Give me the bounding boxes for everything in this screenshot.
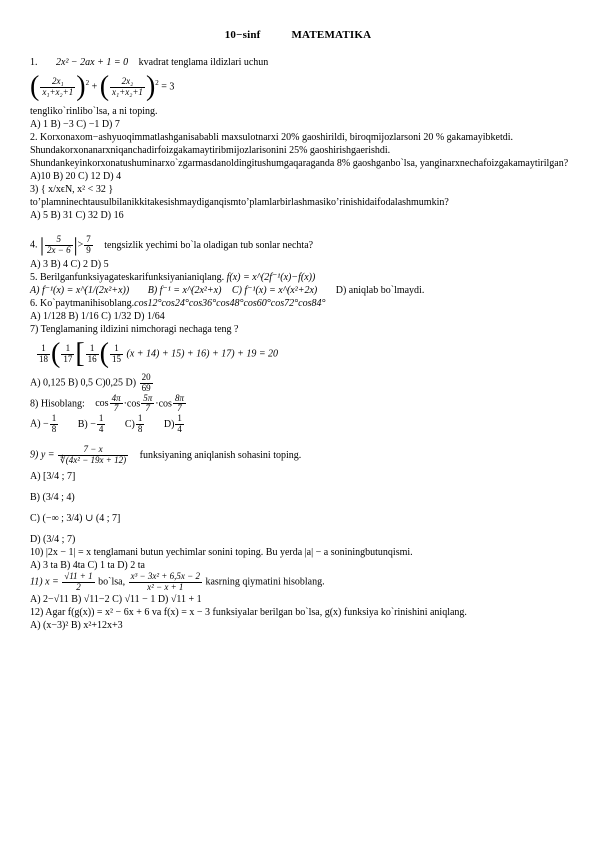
questions-content <box>30 56 570 632</box>
question-1-prompt: 1. 2x² − 2ax + 1 = 0 kvadrat tenglama ildizlari uchun <box>30 57 269 68</box>
question-7-options: A) 0,125 B) 0,5 C)0,25 D) $\frac{20}{69}$ <box>30 371 151 393</box>
question-2-text: 2. Korxonaxom−ashyuoqimmatlashganisababli maxsulotnarxi 20% gaoshirildi, biroqmijozlarsoni 20 % gakamayibketdi. Shundakorxonanarxniqanchadirfoizgakamaytiribmijozlarisonini 25% gaoshirishgaerishdi. Shundankeyinkorxonatushuminarxo`zgarmasdanoldingitushumgaqaraganda 8% gaoshganbо`lsa, yanginarxnechafoizgakamaytirilgan? <box>30 132 569 170</box>
question-1-task: tenglikо`rinlibо`lsa, a ni toping. <box>30 106 158 118</box>
question-12-text: 12) Agar f(g(x)) = x² − 6x + 6 va f(x) = x − 3 funksiyalar berilgan bо`lsa, g(x) funksiya kо`rinishini aniqlang. <box>30 606 467 618</box>
question-3-options: A) 5 B) 31 C) 32 D) 16 <box>30 210 124 222</box>
question-9-option-d: D) (3/4 ; 7) <box>30 533 76 545</box>
question-12-options: A) (x−3)² B) x²+12x+3 <box>30 619 123 631</box>
question-10-text: 10) |2x − 1| = x tenglamani butun yechimlar sonini toping. Bu yerda |a| − a soniningbutunqismi. <box>30 546 413 558</box>
question-7-text: 7) Tenglamaning ildizini nimchoragi nechaga teng ? <box>30 324 239 336</box>
question-3-set: 3) { x/xϵN, x² < 32 } <box>30 184 114 196</box>
question-8-options: A) − $\frac{1}{8}$ B) − $\frac{1}{4}$ C) $\frac{1}{8}$ D) $\frac{1}{4}$ <box>30 413 182 435</box>
question-5-options: A) f⁻¹(x) = x^(1/(2x²+x)) B) f⁻¹ = x^(2x²+x) C) f⁻¹(x) = x^(x²+2x) D) aniqlab bо`lmaydi. <box>30 285 425 297</box>
question-9-option-a: A) [3/4 ; 7] <box>30 470 76 482</box>
question-4-options: A) 3 B) 4 C) 2 D) 5 <box>30 259 109 271</box>
grade-label: 10−sinf <box>224 29 261 41</box>
question-11-options: A) 2−√11 B) √11−2 C) √11 − 1 D) √11 + 1 <box>30 593 202 605</box>
question-11-prompt: 11) x = $\frac{√11 + 1}{2}$ bо`lsa, $\frac{\text{x³ − 3x² + 6,5x − 2}}{\text{x² − x + 1}}$ kasrning qiymatini hisoblang. <box>30 570 325 592</box>
question-3-text: to’plamninechtausulbilanikkitakesishmaydiganqismto’plamlarbirlashmasiko’rinishidaifodalashmumkin? <box>30 197 449 209</box>
question-9-option-c: C) (−∞ ; 3/4) ∪ (4 ; 7] <box>30 512 121 524</box>
question-1-expression: ( $\frac{\text{2x₁}}{\text{x₁+x₂+1}}$ )$^2$ + ( $\frac{\text{2x₂}}{\text{x₁+x₂+1}}$ )$^2$ = 3 <box>30 71 175 102</box>
question-9-option-b: B) (3/4 ; 4) <box>30 491 75 503</box>
question-5-prompt: 5. Berilganfunksiyagateskarifunksiyanianiqlang. f(x) = x^(2f⁻¹(x)−f(x)) <box>30 272 316 284</box>
question-6-options: A) 1/128 B) 1/16 C) 1/32 D) 1/64 <box>30 311 165 323</box>
question-8-prompt: 8) Hisoblang: cos $\frac{4\pi}{7}$ ·cos $\frac{5\pi}{7}$ ·cos $\frac{8\pi}{7}$ <box>30 392 184 414</box>
question-9-prompt: 9) y = $\frac{7 - x}{\text{∜(4x² − 19x + 12)}}$ funksiyaning aniqlanish sohasini toping. <box>30 444 302 466</box>
page-header <box>0 29 596 41</box>
question-10-options: A) 3 ta B) 4ta C) 1 ta D) 2 ta <box>30 559 145 571</box>
question-7-equation: $\frac{1}{18}$ ( $\frac{1}{17}$ [ $\frac{1}{16}$ ( $\frac{1}{15}$ (x + 14) + 15) + 16) + 17) + 19 = 20 <box>39 338 279 370</box>
question-1-options: A) 1 B) −3 C) −1 D) 7 <box>30 119 120 131</box>
subject-title: MATEMATIKA <box>291 29 372 41</box>
question-4-prompt: 4. | $\frac{5}{2x - 6}$ |> $\frac{7}{9}$ tengsizlik yechimi bо`la oladigan tub sonlar nechta? <box>30 234 314 257</box>
question-2-options: A)10 B) 20 C) 12 D) 4 <box>30 171 122 183</box>
question-6-prompt: 6. Ko`paytmanihisoblang.cos12°cos24°cos36°cos48°cos60°cos72°cos84° <box>30 298 326 310</box>
